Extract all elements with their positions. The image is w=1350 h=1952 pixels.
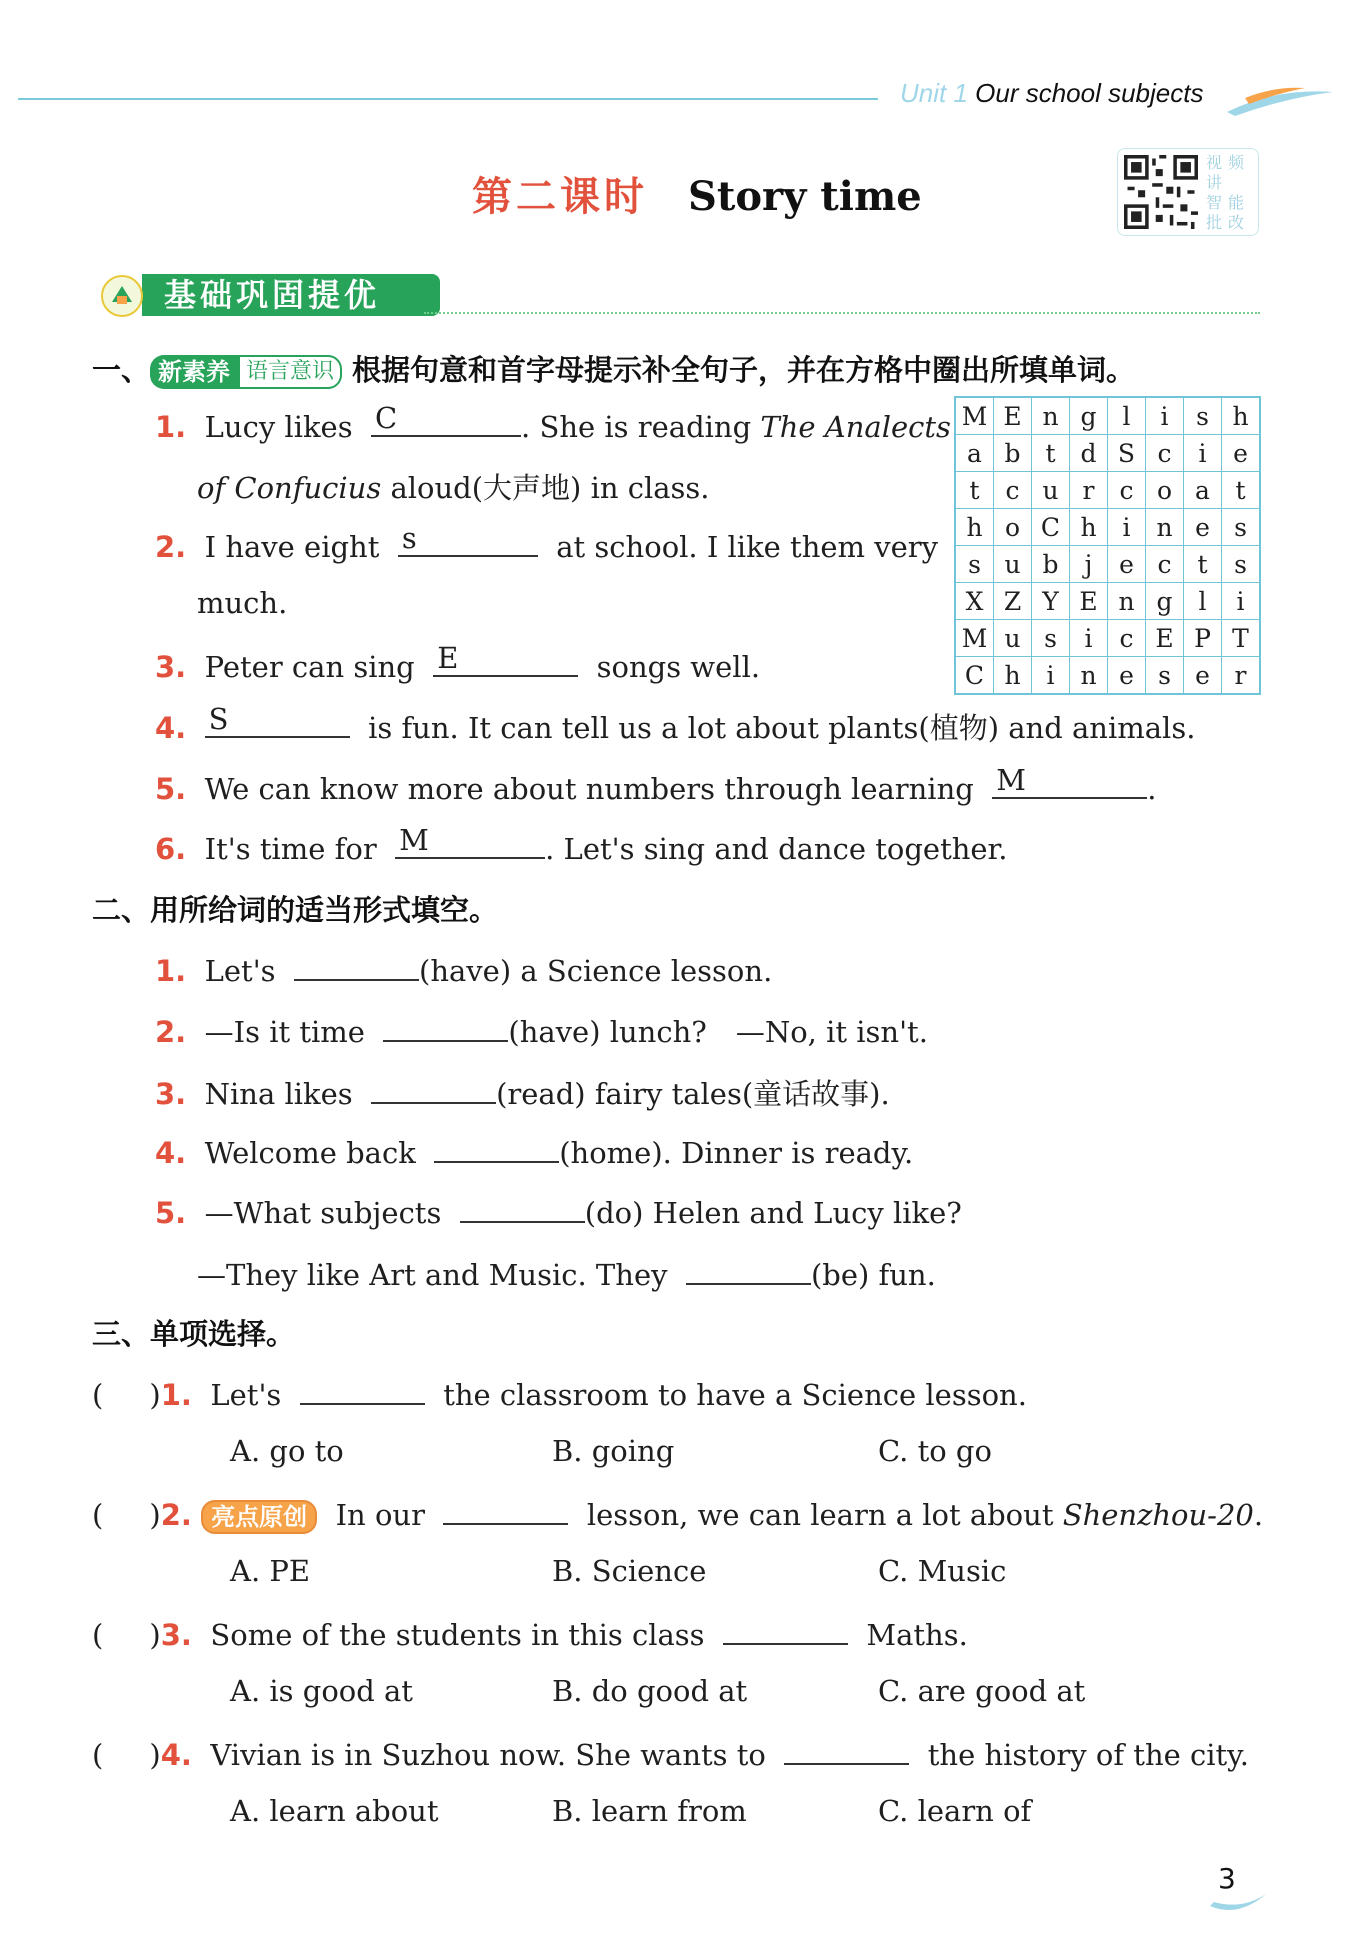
item-text: Peter can sing bbox=[204, 650, 415, 684]
grid-row bbox=[955, 546, 1260, 583]
qr-labels bbox=[1206, 153, 1256, 233]
grid-cell[interactable]: C bbox=[1032, 509, 1070, 546]
blank-initial: S bbox=[208, 702, 229, 736]
grid-cell[interactable]: t bbox=[1184, 546, 1222, 583]
page-number: 3 bbox=[1218, 1862, 1236, 1895]
item-text: much. bbox=[197, 586, 288, 620]
s3-q4-option-b[interactable]: B. learn from bbox=[552, 1794, 747, 1828]
grid-cell[interactable]: e bbox=[1184, 509, 1222, 546]
grid-cell[interactable]: g bbox=[1146, 583, 1184, 620]
banner-dotted-rule bbox=[424, 312, 1260, 314]
grid-cell[interactable]: l bbox=[1108, 397, 1146, 435]
answer-paren[interactable]: ( ) bbox=[92, 1738, 161, 1772]
item-number: 5. bbox=[155, 772, 187, 806]
page-swoosh-decoration bbox=[1208, 1888, 1268, 1916]
grid-cell[interactable]: u bbox=[994, 546, 1032, 583]
grid-cell[interactable]: a bbox=[955, 435, 994, 472]
item-text: songs well. bbox=[596, 650, 761, 684]
s3-question-1 bbox=[92, 1374, 1027, 1412]
grid-cell[interactable]: r bbox=[1222, 657, 1261, 695]
qr-label-grade: 智能批改 bbox=[1206, 193, 1251, 232]
grid-cell[interactable]: c bbox=[1108, 472, 1146, 509]
item-text: the history of the city. bbox=[927, 1738, 1249, 1772]
item-text: Vivian is in Suzhou now. She wants to bbox=[210, 1738, 766, 1772]
grid-cell[interactable]: n bbox=[1108, 583, 1146, 620]
answer-blank[interactable] bbox=[992, 763, 1147, 799]
grid-cell[interactable]: Y bbox=[1032, 583, 1070, 620]
grid-cell[interactable]: h bbox=[994, 657, 1032, 695]
grid-cell[interactable]: l bbox=[1184, 583, 1222, 620]
item-number: 1. bbox=[155, 410, 187, 444]
item-text: Lucy likes bbox=[204, 410, 353, 444]
lesson-title-cn: 第二课时 bbox=[472, 173, 648, 220]
grid-cell[interactable]: s bbox=[1032, 620, 1070, 657]
grid-cell[interactable]: n bbox=[1146, 509, 1184, 546]
s3-q3-option-c[interactable]: C. are good at bbox=[878, 1674, 1086, 1708]
answer-paren[interactable]: ( ) bbox=[92, 1378, 161, 1412]
item-text: (do) Helen and Lucy like? bbox=[584, 1196, 962, 1230]
item-text: Let's bbox=[210, 1378, 282, 1412]
swoosh-decoration bbox=[1225, 82, 1335, 122]
item-text: is fun. It can tell us a lot about plants(植物) and animals. bbox=[368, 711, 1196, 745]
s1-item-4 bbox=[155, 702, 1196, 747]
grid-cell[interactable]: o bbox=[994, 509, 1032, 546]
grid-cell[interactable]: i bbox=[1070, 620, 1108, 657]
grid-cell[interactable]: c bbox=[1108, 620, 1146, 657]
grid-cell[interactable]: a bbox=[1184, 472, 1222, 509]
item-number: 2. bbox=[155, 1015, 187, 1049]
grid-row bbox=[955, 435, 1260, 472]
item-text: the classroom to have a Science lesson. bbox=[443, 1378, 1027, 1412]
item-text: I have eight bbox=[204, 530, 380, 564]
s3-q3-option-a[interactable]: A. is good at bbox=[230, 1674, 413, 1708]
answer-blank[interactable] bbox=[686, 1254, 811, 1285]
blank-initial: M bbox=[996, 763, 1026, 797]
grid-cell[interactable]: T bbox=[1222, 620, 1261, 657]
s2-item-5 bbox=[155, 1192, 962, 1230]
answer-blank[interactable] bbox=[371, 1073, 496, 1104]
answer-blank[interactable] bbox=[434, 1132, 559, 1163]
grid-cell[interactable]: h bbox=[1222, 397, 1261, 435]
item-text: Maths. bbox=[866, 1618, 968, 1652]
answer-paren[interactable]: ( ) bbox=[92, 1618, 161, 1652]
grid-row bbox=[955, 657, 1260, 695]
s1-item-2 bbox=[155, 521, 939, 564]
grid-cell[interactable]: i bbox=[1222, 583, 1261, 620]
s3-q1-option-b[interactable]: B. going bbox=[552, 1434, 675, 1468]
tag-language-awareness: 语言意识 bbox=[238, 355, 342, 389]
item-text: Let's bbox=[204, 954, 276, 988]
item-text: (have) a Science lesson. bbox=[419, 954, 773, 988]
header-rule bbox=[18, 98, 878, 100]
item-number: 5. bbox=[155, 1196, 187, 1230]
item-italic-text: The Analects bbox=[760, 410, 951, 444]
item-text: aloud(大声地) in class. bbox=[381, 471, 710, 505]
s3-q2-option-b[interactable]: B. Science bbox=[552, 1554, 707, 1588]
s1-item-5 bbox=[155, 763, 1157, 806]
s3-q4-option-a[interactable]: A. learn about bbox=[230, 1794, 439, 1828]
unit-label: Unit 1 bbox=[900, 78, 968, 108]
grid-row bbox=[955, 583, 1260, 620]
section1-instructions: 根据句意和首字母提示补全句子，并在方格中圈出所填单词。 bbox=[352, 353, 1136, 387]
grid-cell[interactable]: t bbox=[1032, 435, 1070, 472]
item-number: 2. bbox=[155, 530, 187, 564]
item-number: 1. bbox=[155, 954, 187, 988]
item-text: . bbox=[1147, 772, 1157, 806]
grid-cell[interactable]: r bbox=[1070, 472, 1108, 509]
grid-cell[interactable]: h bbox=[1070, 509, 1108, 546]
s3-q2-option-a[interactable]: A. PE bbox=[230, 1554, 311, 1588]
s2-item-4 bbox=[155, 1132, 913, 1170]
grid-cell[interactable]: i bbox=[1032, 657, 1070, 695]
s3-q3-option-b[interactable]: B. do good at bbox=[552, 1674, 748, 1708]
s2-item-5-cont bbox=[197, 1254, 936, 1292]
item-text: We can know more about numbers through learning bbox=[204, 772, 974, 806]
item-text: In our bbox=[335, 1498, 425, 1532]
answer-blank[interactable] bbox=[443, 1494, 568, 1525]
grid-cell[interactable]: E bbox=[1146, 620, 1184, 657]
grid-cell[interactable]: e bbox=[1184, 657, 1222, 695]
item-text: (read) fairy tales(童话故事). bbox=[496, 1077, 890, 1111]
answer-paren[interactable]: ( ) bbox=[92, 1498, 161, 1532]
grid-cell[interactable]: n bbox=[1032, 397, 1070, 435]
item-number: 4. bbox=[155, 1136, 187, 1170]
s2-item-3 bbox=[155, 1072, 890, 1113]
grid-cell[interactable]: u bbox=[1032, 472, 1070, 509]
s2-item-2 bbox=[155, 1010, 928, 1051]
unit-title: Our school subjects bbox=[975, 78, 1204, 108]
grid-cell[interactable]: E bbox=[994, 397, 1032, 435]
item-number: 2. bbox=[160, 1498, 192, 1532]
grid-cell[interactable]: C bbox=[955, 657, 994, 695]
item-italic-text: Shenzhou-20 bbox=[1062, 1498, 1254, 1532]
s3-q2-option-c[interactable]: C. Music bbox=[878, 1554, 1007, 1588]
s3-q1-option-c[interactable]: C. to go bbox=[878, 1434, 992, 1468]
unit-header bbox=[900, 78, 1203, 109]
grid-cell[interactable]: M bbox=[955, 620, 994, 657]
word-search-grid[interactable] bbox=[954, 396, 1261, 695]
grid-cell[interactable]: e bbox=[1108, 546, 1146, 583]
item-text: Nina likes bbox=[204, 1077, 353, 1111]
item-number: 4. bbox=[160, 1738, 192, 1772]
item-number: 4. bbox=[155, 711, 187, 745]
grid-row bbox=[955, 620, 1260, 657]
s1-item-1 bbox=[155, 401, 951, 444]
grid-cell[interactable]: S bbox=[1108, 435, 1146, 472]
grid-cell[interactable]: Z bbox=[994, 583, 1032, 620]
item-text: . bbox=[1253, 1498, 1264, 1532]
tag-new-literacy: 新素养 bbox=[150, 355, 238, 389]
grid-row bbox=[955, 509, 1260, 546]
grid-cell[interactable]: i bbox=[1146, 397, 1184, 435]
grid-cell[interactable]: b bbox=[994, 435, 1032, 472]
s3-question-3 bbox=[92, 1614, 968, 1652]
grid-cell[interactable]: X bbox=[955, 583, 994, 620]
section2-heading: 二、用所给词的适当形式填空。 bbox=[92, 893, 499, 927]
item-italic-text: of Confucius bbox=[197, 471, 382, 505]
blank-initial: M bbox=[399, 823, 429, 857]
answer-blank[interactable] bbox=[398, 521, 538, 557]
grid-cell[interactable]: t bbox=[955, 472, 994, 509]
grid-cell[interactable]: g bbox=[1070, 397, 1108, 435]
item-text: —What subjects bbox=[204, 1196, 442, 1230]
grid-cell[interactable]: j bbox=[1070, 546, 1108, 583]
item-text: (have) lunch? —No, it isn't. bbox=[508, 1015, 928, 1049]
blank-initial: s bbox=[401, 521, 417, 555]
item-number: 3. bbox=[155, 650, 187, 684]
banner-text: 基础巩固提优 bbox=[142, 274, 440, 316]
answer-blank[interactable] bbox=[294, 950, 419, 981]
s1-item-2-cont bbox=[197, 586, 287, 620]
item-text: —They like Art and Music. They bbox=[197, 1258, 668, 1292]
grid-cell[interactable]: e bbox=[1222, 435, 1261, 472]
s1-item-3 bbox=[155, 641, 761, 684]
s2-item-1 bbox=[155, 950, 772, 988]
answer-blank[interactable] bbox=[300, 1374, 425, 1405]
item-text: Welcome back bbox=[204, 1136, 416, 1170]
answer-blank[interactable] bbox=[383, 1011, 508, 1042]
s3-question-2 bbox=[92, 1494, 1263, 1534]
grid-cell[interactable]: M bbox=[955, 397, 994, 435]
answer-blank[interactable] bbox=[460, 1192, 585, 1223]
qr-label-video: 视频讲 bbox=[1206, 153, 1251, 192]
grid-cell[interactable]: c bbox=[1146, 435, 1184, 472]
blank-initial: C bbox=[375, 401, 398, 435]
s1-item-1-cont bbox=[197, 466, 710, 507]
answer-blank[interactable] bbox=[205, 702, 350, 738]
grid-cell[interactable]: E bbox=[1070, 583, 1108, 620]
item-text: It's time for bbox=[204, 832, 377, 866]
grid-cell[interactable]: c bbox=[994, 472, 1032, 509]
grid-cell[interactable]: c bbox=[1146, 546, 1184, 583]
grid-cell[interactable]: s bbox=[1222, 509, 1261, 546]
grid-cell[interactable]: s bbox=[955, 546, 994, 583]
item-text: (be) fun. bbox=[810, 1258, 936, 1292]
answer-blank[interactable] bbox=[395, 823, 545, 859]
grid-row bbox=[955, 472, 1260, 509]
grid-cell[interactable]: h bbox=[955, 509, 994, 546]
blank-initial: E bbox=[437, 641, 459, 675]
item-text: lesson, we can learn a lot about bbox=[586, 1498, 1063, 1532]
grid-cell[interactable]: s bbox=[1222, 546, 1261, 583]
grid-cell[interactable]: n bbox=[1070, 657, 1108, 695]
lesson-title bbox=[472, 165, 922, 222]
section1-heading bbox=[92, 348, 1135, 389]
grid-row bbox=[955, 397, 1260, 435]
item-text: . She is reading bbox=[521, 410, 761, 444]
answer-blank[interactable] bbox=[784, 1734, 909, 1765]
section1-prefix: 一、 bbox=[92, 353, 151, 387]
item-text: at school. I like them very bbox=[556, 530, 939, 564]
item-text: . Let's sing and dance together. bbox=[545, 832, 1008, 866]
grid-cell[interactable]: i bbox=[1108, 509, 1146, 546]
item-text: —Is it time bbox=[204, 1015, 365, 1049]
grid-cell[interactable]: o bbox=[1146, 472, 1184, 509]
grid-cell[interactable]: u bbox=[994, 620, 1032, 657]
answer-blank[interactable] bbox=[723, 1614, 848, 1645]
grid-cell[interactable]: P bbox=[1184, 620, 1222, 657]
item-number: 3. bbox=[160, 1618, 192, 1652]
grid-cell[interactable]: b bbox=[1032, 546, 1070, 583]
section3-heading: 三、单项选择。 bbox=[92, 1317, 296, 1351]
grid-cell[interactable]: s bbox=[1146, 657, 1184, 695]
item-number: 6. bbox=[155, 832, 187, 866]
answer-blank[interactable] bbox=[371, 401, 521, 437]
answer-blank[interactable] bbox=[433, 641, 578, 677]
item-text: (home). Dinner is ready. bbox=[559, 1136, 914, 1170]
qr-code-icon bbox=[1124, 155, 1198, 229]
s3-q4-option-c[interactable]: C. learn of bbox=[878, 1794, 1032, 1828]
s1-item-6 bbox=[155, 823, 1008, 866]
grid-cell[interactable]: e bbox=[1108, 657, 1146, 695]
lesson-title-en: Story time bbox=[688, 173, 922, 220]
item-number: 1. bbox=[160, 1378, 192, 1412]
grid-cell[interactable]: t bbox=[1222, 472, 1261, 509]
grid-cell[interactable]: i bbox=[1184, 435, 1222, 472]
grid-cell[interactable]: s bbox=[1184, 397, 1222, 435]
lightbulb-icon bbox=[96, 272, 150, 318]
s3-question-4 bbox=[92, 1734, 1249, 1772]
s3-q1-option-a[interactable]: A. go to bbox=[230, 1434, 344, 1468]
original-badge: 亮点原创 bbox=[201, 1500, 317, 1534]
grid-cell[interactable]: d bbox=[1070, 435, 1108, 472]
item-number: 3. bbox=[155, 1077, 187, 1111]
qr-code-box[interactable] bbox=[1117, 148, 1259, 236]
item-text: Some of the students in this class bbox=[210, 1618, 705, 1652]
